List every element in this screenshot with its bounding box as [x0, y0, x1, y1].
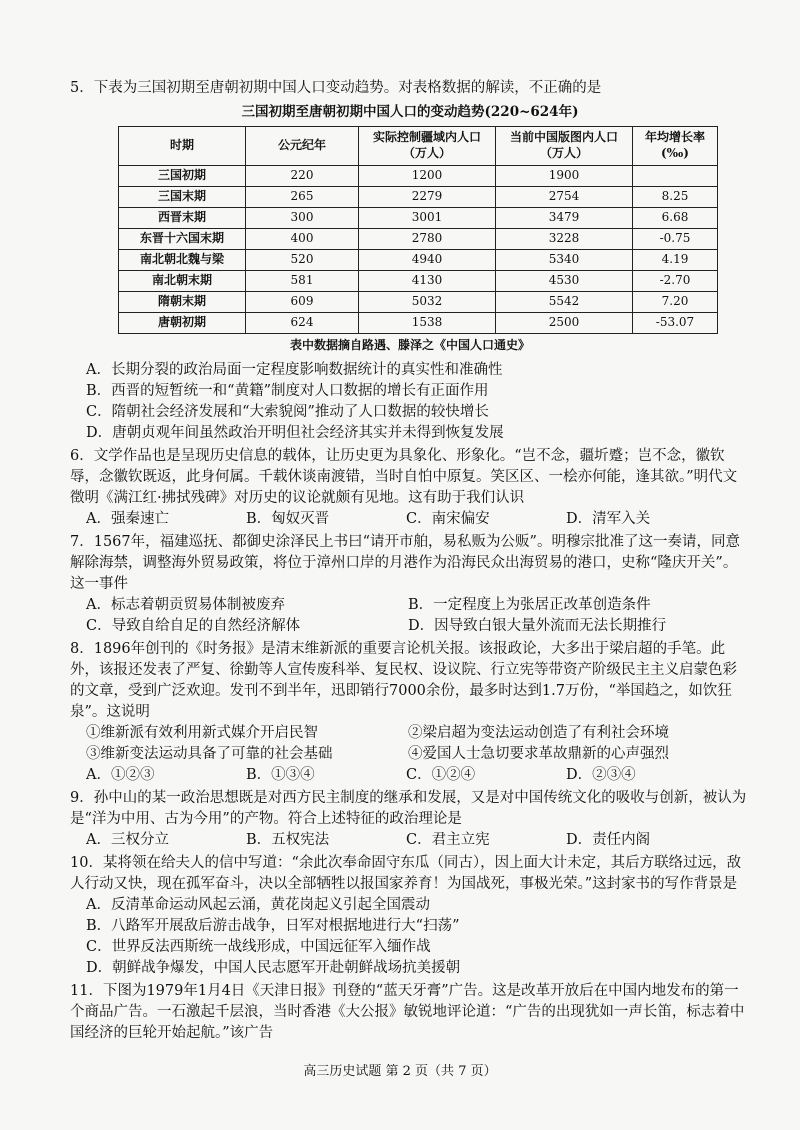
q7-option-a: A．标志着朝贡贸易体制被废弃	[86, 597, 285, 614]
table-title: 三国初期至唐朝初期中国人口的变动趋势(220~624年)	[241, 104, 579, 121]
table-cell: 8.25	[633, 186, 718, 207]
table-cell: 2780	[359, 228, 496, 249]
q8-items-row2	[70, 744, 750, 765]
table-row	[119, 291, 718, 312]
table-row	[119, 228, 718, 249]
table-cell: 5542	[496, 291, 633, 312]
q8-item-2: ②梁启超为变法运动创造了有利社会环境	[408, 725, 669, 742]
q5-stem-emphasis: 不正确	[528, 80, 573, 96]
q10-option-c: C．世界反法西斯统一战线形成，中国远征军入缅作战	[86, 939, 431, 956]
question-5	[70, 78, 750, 99]
q7-option-c: C．导致自给自足的自然经济解体	[86, 618, 301, 635]
table-row	[119, 270, 718, 291]
table-cell: 唐朝初期	[119, 312, 246, 333]
page-footer: 高三历史试题 第 2 页（共 7 页）	[303, 1064, 497, 1079]
q5-option-d: D．唐朝贞观年间虽然政治开明但社会经济其实并未得到恢复发展	[86, 425, 504, 442]
table-row	[119, 312, 718, 333]
table-row	[119, 249, 718, 270]
table-cell: -2.70	[633, 270, 718, 291]
q10-option-a: A．反清革命运动风起云涌，黄花岗起义引起全国震动	[86, 897, 430, 914]
table-cell: 3001	[359, 207, 496, 228]
q8-item-1: ①维新派有效利用新式媒介开启民智	[86, 725, 318, 742]
table-cell: 5032	[359, 291, 496, 312]
q5-stem-b: 的是	[572, 80, 602, 96]
q5-option-a: A．长期分裂的政治局面一定程度影响数据统计的真实性和准确性	[86, 361, 503, 378]
table-cell: 624	[246, 312, 359, 333]
q9-option-b: B．五权宪法	[246, 832, 330, 849]
table-row	[119, 207, 718, 228]
table-cell: 东晋十六国末期	[119, 228, 246, 249]
table-cell: 7.20	[633, 291, 718, 312]
q5-option-c: C．隋朝社会经济发展和“大索貌阅”推动了人口数据的较快增长	[86, 404, 489, 420]
q8-item-4: ④爱国人士急切要求革故鼎新的心声强烈	[408, 746, 669, 763]
q7-options-row1	[70, 595, 750, 616]
table-header-row	[119, 126, 718, 165]
table-cell: 2279	[359, 186, 496, 207]
table-cell: 265	[246, 186, 359, 207]
table-cell: 4530	[496, 270, 633, 291]
table-cell: 南北朝北魏与梁	[119, 249, 246, 270]
table-cell: 1200	[359, 165, 496, 186]
table-row	[119, 165, 718, 186]
table-header: 当前中国版图内人口（万人）	[496, 126, 633, 165]
question-9: 9．孙中山的某一政治思想既是对西方民主制度的继承和发展，又是对中国传统文化的吸收与创新，被认为是“洋为中用、古为今用”的产物。符合上述特征的政治理论是	[70, 790, 747, 828]
table-cell: 4.19	[633, 249, 718, 270]
table-cell: -53.07	[633, 312, 718, 333]
table-cell: 2754	[496, 186, 633, 207]
q8-option-b: B．①③④	[246, 767, 315, 784]
table-cell: 5340	[496, 249, 633, 270]
question-7: 7．1567年，福建巡抚、都御史涂泽民上书曰“请开市舶，易私贩为公贩”。明穆宗批准了这一奏请，同意解除海禁，调整海外贸易政策，将位于漳州口岸的月港作为沿海民众出海贸易的港口，史称“隆庆开关”。这一事件	[70, 534, 740, 593]
q6-option-c: C．南宋偏安	[406, 511, 490, 528]
q9-option-a: A．三权分立	[86, 832, 169, 849]
table-cell: 4940	[359, 249, 496, 270]
question-8: 8．1896年创刊的《时务报》是清末维新派的重要言论机关报。该报政论，大多出于梁启超的手笔。此外，该报还发表了严复、徐勤等人宣传废科举、复民权、设议院、行立宪等带资产阶级民主主义启蒙色彩的文章，受到广泛欢迎。发刊不到半年，迅即销行7000余份，最多时达到1.7万份，“举国趋之，如饮狂泉”。这说明	[70, 641, 737, 721]
table-cell: 6.68	[633, 207, 718, 228]
q6-option-d: D．清军入关	[566, 511, 651, 528]
table-cell: 400	[246, 228, 359, 249]
q5-option-b: B．西晋的短暂统一和“黄籍”制度对人口数据的增长有正面作用	[86, 382, 489, 399]
table-header: 实际控制疆域内人口（万人）	[359, 126, 496, 165]
question-6: 6．文学作品也是呈现历史信息的载体，让历史更为具象化、形象化。“岂不念，疆圻蹙；岂不念，徽钦辱，念徽钦既返，此身何属。千载休谈南渡错，当时自怕中原复。笑区区、一桧亦何能，逢其欲。”明代文徵明《满江红·拂拭残碑》对历史的议论就颇有见地。这有助于我们认识	[70, 448, 738, 507]
q8-option-a: A．①②③	[86, 767, 155, 784]
q7-option-d: D．因导致白银大量外流而无法长期推行	[408, 618, 667, 635]
table-cell: 1900	[496, 165, 633, 186]
table-header: 年均增长率(‰)	[633, 126, 718, 165]
table-cell: 609	[246, 291, 359, 312]
q6-option-b: B．匈奴灭晋	[246, 511, 330, 528]
q9-options	[70, 830, 750, 851]
q8-items-row1	[70, 723, 750, 744]
table-cell: 西晋末期	[119, 207, 246, 228]
q7-option-b: B．一定程度上为张居正改革创造条件	[408, 597, 651, 614]
table-cell: 220	[246, 165, 359, 186]
q10-option-d: D．朝鲜战争爆发，中国人民志愿军开赴朝鲜战场抗美援朝	[86, 960, 461, 977]
q8-options	[70, 765, 750, 786]
table-cell: 三国末期	[119, 186, 246, 207]
q8-item-3: ③维新变法运动具备了可靠的社会基础	[86, 746, 333, 763]
table-cell: 3479	[496, 207, 633, 228]
q5-stem-a: 5．下表为三国初期至唐朝初期中国人口变动趋势。对表格数据的解读，	[70, 80, 529, 96]
table-row	[119, 186, 718, 207]
q8-option-c: C．①②④	[406, 767, 476, 784]
table-header: 公元纪年	[246, 126, 359, 165]
q10-option-b: B．八路军开展敌后游击战争，日军对根据地进行大“扫荡”	[86, 918, 460, 935]
population-table	[118, 126, 718, 334]
q9-option-d: D．责任内阁	[566, 832, 651, 849]
question-11: 11．下图为1979年1月4日《天津日报》刊登的“蓝天牙膏”广告。这是改革开放后在中国内地发布的第一个商品广告。一石激起千层浪，当时香港《大公报》敏锐地评论道：“广告的出现犹如一声长笛，标志着中国经济的巨轮开始起航。”该广告	[70, 983, 745, 1042]
table-cell: 1538	[359, 312, 496, 333]
table-cell: 300	[246, 207, 359, 228]
question-10: 10．某将领在给夫人的信中写道：“余此次奉命固守东瓜（同古），因上面大计未定，其后方联络过远，敌人行动又快，现在孤军奋斗，决以全部牺牲以报国家养育！为国战死，事极光荣。”这封家书的写作背景是	[70, 855, 742, 893]
table-cell: 3228	[496, 228, 633, 249]
q6-option-a: A．强秦速亡	[86, 511, 169, 528]
table-cell: 4130	[359, 270, 496, 291]
table-cell: -0.75	[633, 228, 718, 249]
table-cell: 2500	[496, 312, 633, 333]
table-cell	[633, 165, 718, 186]
table-header: 时期	[119, 126, 246, 165]
exam-page	[70, 76, 750, 1044]
table-cell: 581	[246, 270, 359, 291]
q8-option-d: D．②③④	[566, 767, 636, 784]
q7-options-row2	[70, 616, 750, 637]
table-cell: 隋朝末期	[119, 291, 246, 312]
table-cell: 南北朝末期	[119, 270, 246, 291]
table-cell: 520	[246, 249, 359, 270]
q6-options	[70, 509, 750, 530]
q9-option-c: C．君主立宪	[406, 832, 490, 849]
table-cell: 三国初期	[119, 165, 246, 186]
table-source: 表中数据摘自路遇、滕泽之《中国人口通史》	[289, 337, 530, 352]
